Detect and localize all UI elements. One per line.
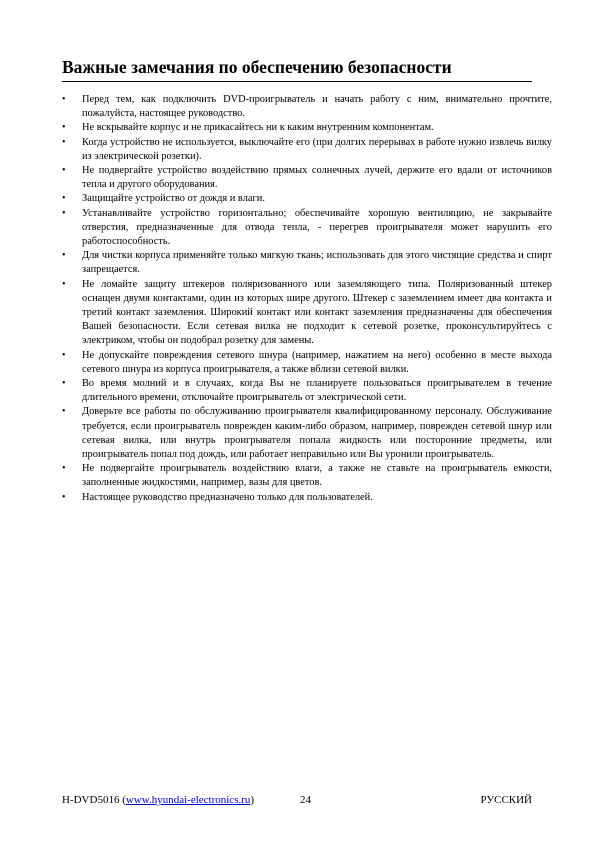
list-item: [62, 249, 552, 277]
bullet-icon: •: [62, 463, 66, 475]
list-item-text: Во время молний и в случаях, когда Вы не планируете пользоваться проигрывателем в течение длительного времени, отключайте проигрыватель от электрической сети.: [82, 378, 552, 404]
list-item: [62, 278, 552, 349]
bullet-icon: •: [62, 278, 66, 290]
list-item-text: Не ломайте защиту штекеров поляризованного или заземляющего типа. Поляризованный штекер оснащен двумя контактами, один из которых шире другого. Штекер с заземлением имеет два контакта и третий контакт заземления. Широкий контакт или контакт заземления предназначены для обеспечения Вашей безопасности. Если сетевая вилка не подходит к сетевой розетке, проконсультируйтесь с электриком, чтобы он подобрал розетку для замены.: [82, 278, 552, 347]
bullet-icon: •: [62, 250, 66, 262]
footer-model-close: ): [250, 794, 255, 806]
bullet-icon: •: [62, 491, 66, 503]
bullet-icon: •: [62, 94, 66, 105]
footer-model: [62, 792, 254, 808]
list-item-text: Для чистки корпуса применяйте только мягкую ткань; использовать для этого чистящие средства и спирт запрещается.: [82, 250, 552, 276]
list-item-text: Устанавливайте устройство горизонтально; обеспечивайте хорошую вентиляцию, не закрывайте отверстия, предназначенные для отвода тепла, - перегрев проигрывателя может нарушить его работоспособность.: [82, 207, 552, 248]
website-link[interactable]: www.hyundai-electronics.ru: [125, 794, 251, 806]
list-item: [62, 349, 552, 377]
page-number: 24: [300, 794, 311, 806]
list-item-text: Доверьте все работы по обслуживанию проигрывателя квалифицированному персоналу. Обслуживание требуется, если проигрыватель поврежден каким-либо образом, например, поврежден сетевой шнур или сетевая вилка, или внутрь проигрывателя попала жидкость или посторонние предметы, или проигрыватель попал под дождь, или работает неправильно или Вы уронили проигрыватель.: [82, 406, 552, 461]
bullet-icon: •: [62, 378, 66, 390]
page-title: Важные замечания по обеспечению безопасности: [62, 56, 532, 82]
list-item: [62, 377, 552, 405]
bullet-icon: •: [62, 349, 66, 361]
bullet-icon: •: [62, 122, 66, 134]
bullet-icon: •: [62, 165, 66, 177]
list-item-text: Не подвергайте устройство воздействию прямых солнечных лучей, держите его вдали от источников тепла и другого оборудования.: [82, 165, 552, 191]
list-item: [62, 192, 552, 206]
list-item-text: Не вскрывайте корпус и не прикасайтесь ни к каким внутренним компонентам.: [82, 122, 434, 134]
list-item-text: Защищайте устройство от дождя и влаги.: [82, 193, 265, 205]
list-item: [62, 121, 552, 135]
page-footer: [62, 792, 532, 808]
safety-list: [62, 93, 552, 505]
list-item-text: Настоящее руководство предназначено только для пользователей.: [82, 491, 373, 503]
list-item: [62, 164, 552, 192]
list-item-text: Перед тем, как подключить DVD-проигрыватель и начать работу с ним, внимательно прочтите, пожалуйста, настоящее руководство.: [82, 94, 552, 120]
list-item: [62, 207, 552, 250]
list-item: [62, 405, 552, 462]
bullet-icon: •: [62, 193, 66, 205]
list-item-text: Не допускайте повреждения сетевого шнура (например, нажатием на него) особенно в месте выхода сетевого шнура из корпуса проигрывателя, а также вблизи сетевой вилки.: [82, 349, 552, 375]
language-label: РУССКИЙ: [480, 794, 532, 806]
bullet-icon: •: [62, 136, 66, 148]
list-item: [62, 93, 552, 121]
list-item-text: Не подвергайте проигрыватель воздействию влаги, а также не ставьте на проигрыватель емкости, заполненные жидкостями, например, вазы для цветов.: [82, 463, 552, 489]
list-item: [62, 136, 552, 164]
bullet-icon: •: [62, 406, 66, 418]
footer-model-text: H-DVD5016 (: [62, 794, 126, 806]
list-item: [62, 462, 552, 490]
bullet-icon: •: [62, 207, 66, 219]
list-item: [62, 491, 552, 505]
list-item-text: Когда устройство не используется, выключайте его (при долгих перерывах в работе нужно извлечь вилку из электрической розетки).: [82, 136, 552, 162]
